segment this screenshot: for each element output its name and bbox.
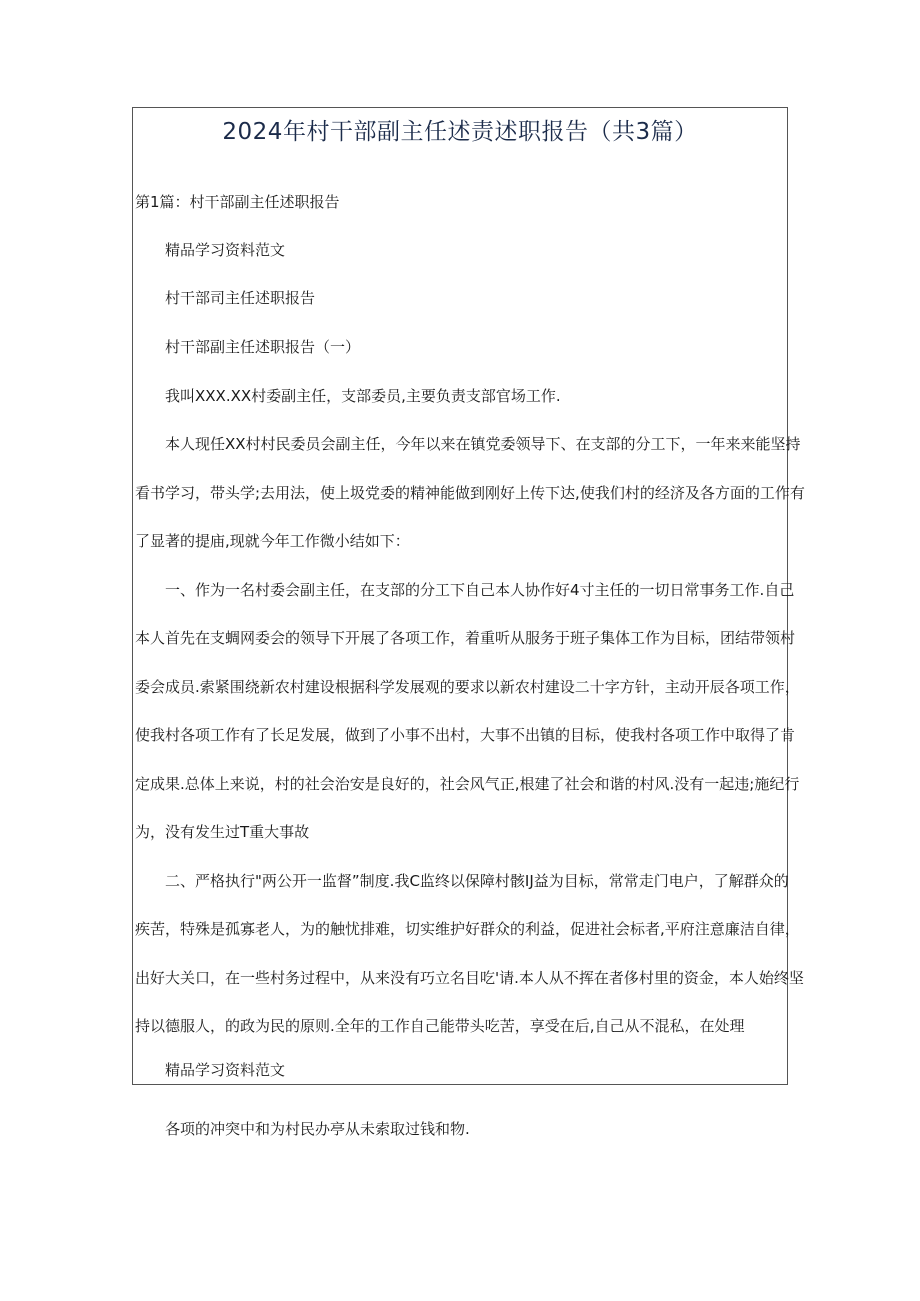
section-heading: 第1篇：村干部副主任述职报告 bbox=[135, 193, 340, 211]
paragraph-line: 本人现任XX村村民委员会副主任，今年以来在镇党委领导下、在支部的分工下，一年来来能坚持 bbox=[165, 435, 801, 453]
paragraph-line: 本人首先在支蜩网委会的领导下开展了各项工作，着重听从服务于班子集体工作为目标，团结带领村 bbox=[135, 629, 796, 647]
paragraph-line: 一、作为一名村委会副主任，在支部的分工下自己本人协作好4寸主任的一切日常事务工作.自己 bbox=[165, 581, 795, 599]
watermark-text: 精品学习资料范文 bbox=[165, 241, 286, 259]
paragraph-line: 定成果.总体上来说，村的社会治安是良好的，社会风气正,根建了社会和谐的村风.没有一起违;施纪行 bbox=[135, 775, 800, 793]
paragraph-line: 使我村各项工作有了长足发展，做到了小事不出村，大事不出镇的目标，使我村各项工作中取得了肯 bbox=[135, 726, 796, 744]
paragraph-line: 看书学习，带头学;去用法，使上圾党委的精神能做到刚好上传下达,使我们村的经济及各方面的工作有 bbox=[135, 484, 805, 502]
paragraph-line: 各项的冲突中和为村民办亭从未索取过钱和物. bbox=[165, 1120, 470, 1138]
paragraph-line: 疾苦，特殊是孤寡老人，为的触忧排难，切实维护好群众的利益，促进社会标者,平府注意廉洁自律， bbox=[135, 920, 800, 938]
paragraph-line: 我叫XXX.XX村委副主任，支部委员,主要负责支部官场工作. bbox=[165, 387, 561, 405]
paragraph-line: 了显著的提庙,现就今年工作微小结如下： bbox=[135, 532, 410, 550]
paragraph-line: 为，没有发生过T重大事故 bbox=[135, 823, 310, 841]
paragraph-line: 二、严格执行"两公开一监督”制度.我C监终以保障村骸IJ益为目标，常常走门电户，了解群众的 bbox=[165, 872, 789, 890]
sub-heading: 村干部副主任述职报告（一） bbox=[165, 338, 361, 356]
sub-heading: 村干部司主任述职报告 bbox=[165, 289, 316, 307]
document-title: 2024年村干部副主任述责述职报告（共3篇） bbox=[222, 119, 698, 145]
paragraph-line: 委会成员.索紧围绕新农村建设根据科学发展观的要求以新农村建设二十字方针，主动开辰各项工作， bbox=[135, 678, 800, 696]
paragraph-line: 持以德服人，的政为民的原则.全年的工作自己能带头吃苦，享受在后,自己从不混私，在处理 bbox=[135, 1017, 745, 1035]
paragraph-line: 出好大关口，在一些村务过程中，从来没有巧立名目吃'请.本人从不挥在者侈村里的资金，本人始终坚 bbox=[135, 969, 804, 987]
watermark-text: 精品学习资料范文 bbox=[165, 1061, 286, 1079]
